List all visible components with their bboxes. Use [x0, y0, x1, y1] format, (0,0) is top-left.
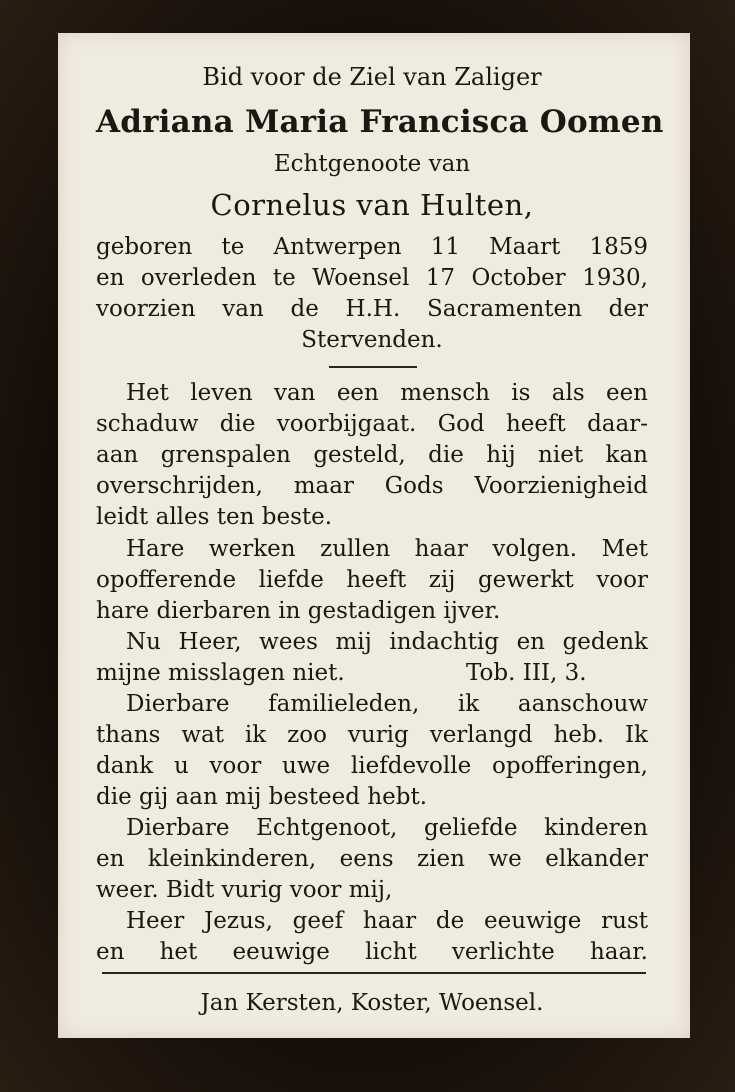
- verse-line: Hare werken zullen haar volgen. Met: [126, 536, 648, 562]
- deceased-name: Adriana Maria Francisca Oomen: [96, 104, 664, 140]
- verse-line: Dierbare Echtgenoot, geliefde kinderen: [126, 815, 648, 841]
- spouse-name: Cornelus van Hulten,: [210, 188, 534, 222]
- card-heading: Bid voor de Ziel van Zaliger: [202, 63, 542, 91]
- verse-line: Nu Heer, wees mij indachtig en gedenk: [126, 629, 648, 655]
- verse-line: dank u voor uwe liefdevolle opofferingen,: [96, 753, 648, 779]
- verse-line: aan grenspalen gesteld, die hij niet kan: [96, 442, 648, 468]
- verse-line: Heer Jezus, geef haar de eeuwige rust: [126, 908, 648, 934]
- verse-line: opofferende liefde heeft zij gewerkt voor: [96, 567, 648, 593]
- verse-line: mijne misslagen niet.: [96, 660, 345, 686]
- verse-line: en het eeuwige licht verlichte haar.: [96, 939, 648, 965]
- scripture-reference: Tob. III, 3.: [466, 660, 587, 686]
- long-divider: [102, 972, 646, 974]
- verse-line: schaduw die voorbijgaat. God heeft daar-: [96, 411, 648, 437]
- verse-line: die gij aan mij besteed hebt.: [96, 784, 428, 810]
- verse-line: Het leven van een mensch is als een: [126, 380, 648, 406]
- life-line: en overleden te Woensel 17 October 1930,: [96, 265, 648, 291]
- life-line: voorzien van de H.H. Sacramenten der: [96, 296, 648, 322]
- verse-line: leidt alles ten beste.: [96, 504, 333, 530]
- verse-line: Dierbare familieleden, ik aanschouw: [126, 691, 648, 717]
- verse-line: hare dierbaren in gestadigen ijver.: [96, 598, 501, 624]
- printer-credit: Jan Kersten, Koster, Woensel.: [200, 990, 544, 1016]
- life-line: Stervenden.: [301, 327, 443, 353]
- short-divider: [329, 366, 417, 368]
- verse-line: en kleinkinderen, eens zien we elkander: [96, 846, 648, 872]
- verse-line: weer. Bidt vurig voor mij,: [96, 877, 393, 903]
- verse-line: thans wat ik zoo vurig verlangd heb. Ik: [96, 722, 648, 748]
- verse-line: overschrijden, maar Gods Voorzienigheid: [96, 473, 648, 499]
- relation-text: Echtgenoote van: [273, 151, 471, 177]
- life-line: geboren te Antwerpen 11 Maart 1859: [96, 234, 648, 260]
